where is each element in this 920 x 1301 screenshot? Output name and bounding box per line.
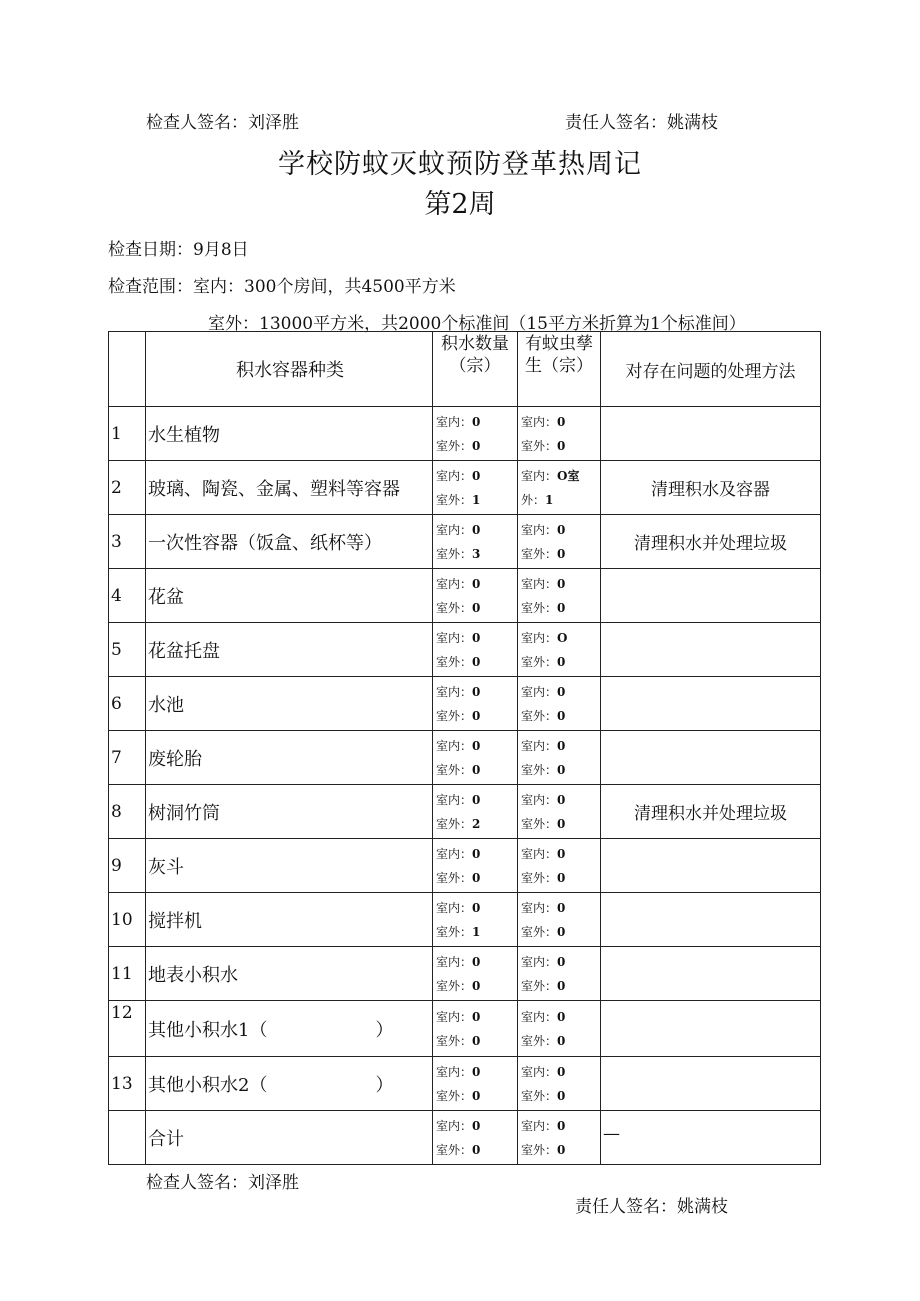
container-type: 其他小积水2（ ） — [146, 1057, 433, 1111]
water-outdoor — [433, 758, 517, 782]
table-row — [109, 461, 821, 515]
water-outdoor-label: 室外： — [436, 708, 473, 723]
water-indoor-label: 室内： — [436, 576, 473, 591]
row-number: 10 — [109, 893, 146, 947]
header-method-cell: 对存在问题的处理方法 — [601, 332, 821, 407]
table-row — [109, 1111, 821, 1165]
water-indoor-label: 室内： — [436, 468, 473, 483]
mosquito-indoor-value: 0 — [557, 738, 566, 753]
water-indoor-value: 0 — [472, 1009, 481, 1024]
water-indoor-value: 0 — [472, 576, 481, 591]
water-indoor — [433, 680, 517, 704]
water-indoor-label: 室内： — [436, 954, 473, 969]
water-indoor — [433, 626, 517, 650]
mosquito-outdoor-value: 0 — [557, 654, 566, 669]
water-indoor-value: 0 — [472, 522, 481, 537]
water-outdoor-value: 0 — [472, 600, 481, 615]
mosquito-outdoor-value: 0 — [557, 438, 566, 453]
row-number: 11 — [109, 947, 146, 1001]
handling-method — [601, 947, 821, 1001]
water-indoor-label: 室内： — [436, 900, 473, 915]
water-indoor-label: 室内： — [436, 846, 473, 861]
water-outdoor-value: 0 — [472, 1142, 481, 1157]
mosquito-outdoor-value: 0 — [557, 1142, 566, 1157]
water-outdoor-value: 1 — [472, 492, 481, 507]
mosquito-outdoor-value: 0 — [557, 816, 566, 831]
mosquito-outdoor-label: 室外： — [521, 600, 558, 615]
table-row — [109, 893, 821, 947]
footer-inspector-signature: 检查人签名：刘泽胜 — [146, 1173, 299, 1193]
mosquito-count-cell — [518, 839, 601, 893]
table-row — [109, 623, 821, 677]
water-outdoor — [433, 1084, 517, 1108]
mosquito-indoor-value: 0 — [557, 954, 566, 969]
water-outdoor-value: 1 — [472, 924, 481, 939]
table-row — [109, 1057, 821, 1111]
water-outdoor — [433, 974, 517, 998]
mosquito-indoor — [518, 680, 600, 704]
table-row — [109, 785, 821, 839]
water-indoor-value: 0 — [472, 738, 481, 753]
container-type: 合计 — [146, 1111, 433, 1165]
mosquito-outdoor-label: 室外： — [521, 816, 558, 831]
water-outdoor-label: 室外： — [436, 492, 473, 507]
container-type: 搅拌机 — [146, 893, 433, 947]
handling-method: — — [601, 1107, 821, 1161]
water-outdoor-value: 3 — [472, 546, 481, 561]
table-header-row — [109, 332, 821, 407]
mosquito-outdoor — [518, 434, 600, 458]
water-count-cell — [433, 1111, 518, 1165]
row-number: 6 — [109, 677, 146, 731]
header-mosquito-line2: 生（宗） — [525, 356, 593, 376]
document-title: 学校防蚊灭蚊预防登革热周记 — [278, 149, 642, 180]
mosquito-indoor-value: O — [557, 630, 568, 645]
mosquito-outdoor — [518, 1138, 600, 1162]
mosquito-indoor-label: 室内： — [521, 738, 558, 753]
water-indoor-value: 0 — [472, 468, 481, 483]
water-outdoor-label: 室外： — [436, 654, 473, 669]
water-outdoor — [433, 866, 517, 890]
water-indoor-label: 室内： — [436, 1064, 473, 1079]
row-number: 3 — [109, 515, 146, 569]
water-count-cell — [433, 893, 518, 947]
mosquito-indoor-label: 室内： — [521, 1064, 558, 1079]
mosquito-count-cell — [518, 1001, 601, 1057]
mosquito-indoor — [518, 626, 600, 650]
mosquito-outdoor-label: 室外： — [521, 1142, 558, 1157]
mosquito-indoor-label: 室内： — [521, 1009, 558, 1024]
water-count-cell — [433, 731, 518, 785]
week-number: 第2周 — [424, 189, 496, 220]
mosquito-outdoor-value: 0 — [557, 924, 566, 939]
mosquito-outdoor-label: 室外： — [521, 762, 558, 777]
inspection-table — [108, 331, 821, 1165]
water-outdoor-label: 室外： — [436, 870, 473, 885]
container-type: 其他小积水1（ ） — [146, 1001, 433, 1057]
water-outdoor — [433, 542, 517, 566]
water-indoor-label: 室内： — [436, 792, 473, 807]
mosquito-outdoor-value: 0 — [557, 546, 566, 561]
mosquito-count-cell — [518, 407, 601, 461]
water-outdoor-label: 室外： — [436, 762, 473, 777]
mosquito-outdoor — [518, 542, 600, 566]
mosquito-outdoor — [518, 596, 600, 620]
mosquito-outdoor — [518, 1029, 600, 1053]
water-indoor-label: 室内： — [436, 684, 473, 699]
mosquito-indoor-value: 0 — [557, 900, 566, 915]
water-indoor — [433, 788, 517, 812]
mosquito-indoor — [518, 896, 600, 920]
water-indoor — [433, 572, 517, 596]
mosquito-indoor — [518, 464, 600, 488]
water-outdoor — [433, 704, 517, 728]
mosquito-outdoor-label: 外： — [521, 492, 546, 507]
water-indoor — [433, 842, 517, 866]
mosquito-indoor — [518, 1060, 600, 1084]
header-inspector-signature: 检查人签名：刘泽胜 — [146, 113, 299, 133]
water-count-cell — [433, 623, 518, 677]
handling-method: 清理积水及容器 — [601, 461, 821, 515]
mosquito-indoor — [518, 572, 600, 596]
mosquito-outdoor-value: 0 — [557, 762, 566, 777]
mosquito-count-cell — [518, 785, 601, 839]
mosquito-count-cell — [518, 1111, 601, 1165]
mosquito-outdoor — [518, 650, 600, 674]
row-number: 12 — [109, 1001, 146, 1057]
water-outdoor-value: 0 — [472, 654, 481, 669]
water-indoor-value: 0 — [472, 846, 481, 861]
container-type: 废轮胎 — [146, 731, 433, 785]
mosquito-indoor — [518, 1114, 600, 1138]
water-indoor-value: 0 — [472, 954, 481, 969]
water-outdoor-label: 室外： — [436, 600, 473, 615]
water-count-cell — [433, 839, 518, 893]
handling-method — [601, 1001, 821, 1057]
water-indoor-value: 0 — [472, 900, 481, 915]
handling-method — [601, 677, 821, 731]
container-type: 一次性容器（饭盒、纸杯等） — [146, 515, 433, 569]
water-count-cell — [433, 461, 518, 515]
row-number: 7 — [109, 731, 146, 785]
water-count-cell — [433, 677, 518, 731]
mosquito-count-cell — [518, 1057, 601, 1111]
mosquito-count-cell — [518, 623, 601, 677]
water-outdoor-label: 室外： — [436, 1033, 473, 1048]
mosquito-outdoor-value: 0 — [557, 708, 566, 723]
header-responsible-signature: 责任人签名：姚满枝 — [565, 113, 718, 133]
mosquito-count-cell — [518, 461, 601, 515]
mosquito-indoor-label: 室内： — [521, 576, 558, 591]
mosquito-outdoor-value: 0 — [557, 978, 566, 993]
row-number: 4 — [109, 569, 146, 623]
water-indoor — [433, 1005, 517, 1029]
header-water-line2: （宗） — [449, 356, 501, 376]
water-outdoor-value: 0 — [472, 870, 481, 885]
mosquito-indoor — [518, 734, 600, 758]
water-outdoor — [433, 1029, 517, 1053]
table-row — [109, 407, 821, 461]
mosquito-outdoor-label: 室外： — [521, 924, 558, 939]
mosquito-indoor-label: 室内： — [521, 522, 558, 537]
header-number-cell — [109, 332, 146, 407]
water-count-cell — [433, 569, 518, 623]
handling-method — [601, 1057, 821, 1111]
mosquito-indoor-value: 0 — [557, 1009, 566, 1024]
mosquito-indoor-value: 0 — [557, 414, 566, 429]
table-row — [109, 1001, 821, 1057]
water-outdoor-value: 0 — [472, 978, 481, 993]
water-indoor-value: 0 — [472, 1118, 481, 1133]
table-row — [109, 731, 821, 785]
row-number: 8 — [109, 785, 146, 839]
mosquito-outdoor — [518, 758, 600, 782]
mosquito-count-cell — [518, 515, 601, 569]
mosquito-outdoor — [518, 704, 600, 728]
table-row — [109, 677, 821, 731]
mosquito-indoor-value: 0 — [557, 1064, 566, 1079]
mosquito-outdoor — [518, 920, 600, 944]
mosquito-outdoor — [518, 974, 600, 998]
water-indoor — [433, 896, 517, 920]
mosquito-indoor-value: 0 — [557, 684, 566, 699]
mosquito-count-cell — [518, 731, 601, 785]
mosquito-outdoor — [518, 1084, 600, 1108]
mosquito-outdoor-value: 1 — [545, 492, 554, 507]
water-indoor — [433, 950, 517, 974]
mosquito-outdoor-label: 室外： — [521, 708, 558, 723]
table-row — [109, 839, 821, 893]
mosquito-outdoor-label: 室外： — [521, 1033, 558, 1048]
water-outdoor — [433, 1138, 517, 1162]
water-indoor-label: 室内： — [436, 414, 473, 429]
mosquito-indoor-label: 室内： — [521, 792, 558, 807]
mosquito-outdoor — [518, 812, 600, 836]
water-outdoor-label: 室外： — [436, 438, 473, 453]
row-number: 13 — [109, 1057, 146, 1111]
water-outdoor — [433, 434, 517, 458]
water-outdoor — [433, 596, 517, 620]
row-number: 9 — [109, 839, 146, 893]
water-indoor — [433, 410, 517, 434]
table-row — [109, 515, 821, 569]
mosquito-outdoor-value: 0 — [557, 870, 566, 885]
container-type: 花盆托盘 — [146, 623, 433, 677]
mosquito-indoor-value: 0 — [557, 792, 566, 807]
water-outdoor-value: 0 — [472, 1088, 481, 1103]
water-outdoor-value: 0 — [472, 438, 481, 453]
water-indoor-value: 0 — [472, 684, 481, 699]
handling-method: 清理积水并处理垃圾 — [601, 785, 821, 839]
row-number: 2 — [109, 461, 146, 515]
mosquito-indoor-value: 0 — [557, 1118, 566, 1133]
water-indoor — [433, 518, 517, 542]
mosquito-indoor — [518, 1005, 600, 1029]
mosquito-indoor-label: 室内： — [521, 684, 558, 699]
water-outdoor-label: 室外： — [436, 816, 473, 831]
mosquito-outdoor-label: 室外： — [521, 978, 558, 993]
handling-method — [601, 569, 821, 623]
mosquito-outdoor-value: 0 — [557, 1088, 566, 1103]
container-type: 灰斗 — [146, 839, 433, 893]
mosquito-count-cell — [518, 947, 601, 1001]
mosquito-outdoor-value: 0 — [557, 600, 566, 615]
water-outdoor — [433, 650, 517, 674]
mosquito-outdoor — [518, 866, 600, 890]
mosquito-indoor-label: 室内： — [521, 468, 558, 483]
water-count-cell — [433, 785, 518, 839]
container-type: 玻璃、陶瓷、金属、塑料等容器 — [146, 461, 433, 515]
mosquito-count-cell — [518, 569, 601, 623]
container-type: 花盆 — [146, 569, 433, 623]
handling-method — [601, 731, 821, 785]
water-indoor-label: 室内： — [436, 522, 473, 537]
mosquito-outdoor-label: 室外： — [521, 654, 558, 669]
mosquito-indoor — [518, 518, 600, 542]
row-number: 5 — [109, 623, 146, 677]
water-indoor-label: 室内： — [436, 738, 473, 753]
water-outdoor-value: 0 — [472, 762, 481, 777]
water-indoor — [433, 734, 517, 758]
inspection-scope-outdoor: 室外：13000平方米，共2000个标准间（15平方米折算为1个标准间） — [208, 314, 746, 334]
header-type-cell: 积水容器种类 — [146, 332, 433, 407]
water-count-cell — [433, 1057, 518, 1111]
mosquito-indoor-value: 0 — [557, 846, 566, 861]
handling-method — [601, 893, 821, 947]
water-count-cell — [433, 947, 518, 1001]
water-outdoor-value: 0 — [472, 1033, 481, 1048]
water-count-cell — [433, 1001, 518, 1057]
water-outdoor — [433, 812, 517, 836]
mosquito-indoor-label: 室内： — [521, 1118, 558, 1133]
mosquito-indoor — [518, 950, 600, 974]
water-outdoor — [433, 920, 517, 944]
water-indoor-value: 0 — [472, 792, 481, 807]
water-count-cell — [433, 515, 518, 569]
mosquito-outdoor-value: 0 — [557, 1033, 566, 1048]
water-outdoor-label: 室外： — [436, 546, 473, 561]
table-row — [109, 569, 821, 623]
row-number: 1 — [109, 407, 146, 461]
container-type: 水池 — [146, 677, 433, 731]
mosquito-indoor-value: O室 — [557, 468, 580, 483]
mosquito-indoor — [518, 788, 600, 812]
mosquito-count-cell — [518, 677, 601, 731]
water-indoor — [433, 1114, 517, 1138]
water-indoor — [433, 1060, 517, 1084]
water-indoor-label: 室内： — [436, 630, 473, 645]
mosquito-indoor-label: 室内： — [521, 846, 558, 861]
table-row — [109, 947, 821, 1001]
mosquito-outdoor-label: 室外： — [521, 546, 558, 561]
water-indoor-value: 0 — [472, 630, 481, 645]
inspection-scope-indoor: 检查范围：室内：300个房间，共4500平方米 — [108, 277, 456, 297]
water-indoor-label: 室内： — [436, 1118, 473, 1133]
mosquito-indoor — [518, 410, 600, 434]
footer-responsible-signature: 责任人签名：姚满枝 — [575, 1197, 728, 1217]
handling-method — [601, 623, 821, 677]
water-indoor-label: 室内： — [436, 1009, 473, 1024]
water-indoor-value: 0 — [472, 1064, 481, 1079]
mosquito-count-cell — [518, 893, 601, 947]
mosquito-outdoor-label: 室外： — [521, 1088, 558, 1103]
water-outdoor — [433, 488, 517, 512]
water-count-cell — [433, 407, 518, 461]
container-type: 地表小积水 — [146, 947, 433, 1001]
header-mosquito-line1: 有蚊虫孳 — [525, 334, 593, 354]
handling-method — [601, 839, 821, 893]
mosquito-indoor-label: 室内： — [521, 414, 558, 429]
mosquito-outdoor — [518, 488, 600, 512]
mosquito-indoor — [518, 842, 600, 866]
water-outdoor-label: 室外： — [436, 924, 473, 939]
water-outdoor-label: 室外： — [436, 978, 473, 993]
container-type: 树洞竹筒 — [146, 785, 433, 839]
water-outdoor-label: 室外： — [436, 1088, 473, 1103]
mosquito-outdoor-label: 室外： — [521, 438, 558, 453]
container-type: 水生植物 — [146, 407, 433, 461]
handling-method: 清理积水并处理垃圾 — [601, 515, 821, 569]
water-outdoor-value: 2 — [472, 816, 481, 831]
mosquito-outdoor-label: 室外： — [521, 870, 558, 885]
water-indoor-value: 0 — [472, 414, 481, 429]
handling-method — [601, 407, 821, 461]
water-outdoor-label: 室外： — [436, 1142, 473, 1157]
mosquito-indoor-label: 室内： — [521, 630, 558, 645]
water-indoor — [433, 464, 517, 488]
header-mosquito-cell — [518, 332, 601, 407]
water-outdoor-value: 0 — [472, 708, 481, 723]
inspection-date: 检查日期：9月8日 — [108, 240, 249, 260]
mosquito-indoor-value: 0 — [557, 576, 566, 591]
row-number — [109, 1111, 146, 1165]
mosquito-indoor-value: 0 — [557, 522, 566, 537]
mosquito-indoor-label: 室内： — [521, 954, 558, 969]
header-water-cell — [433, 332, 518, 407]
header-water-line1: 积水数量 — [441, 334, 509, 354]
mosquito-indoor-label: 室内： — [521, 900, 558, 915]
